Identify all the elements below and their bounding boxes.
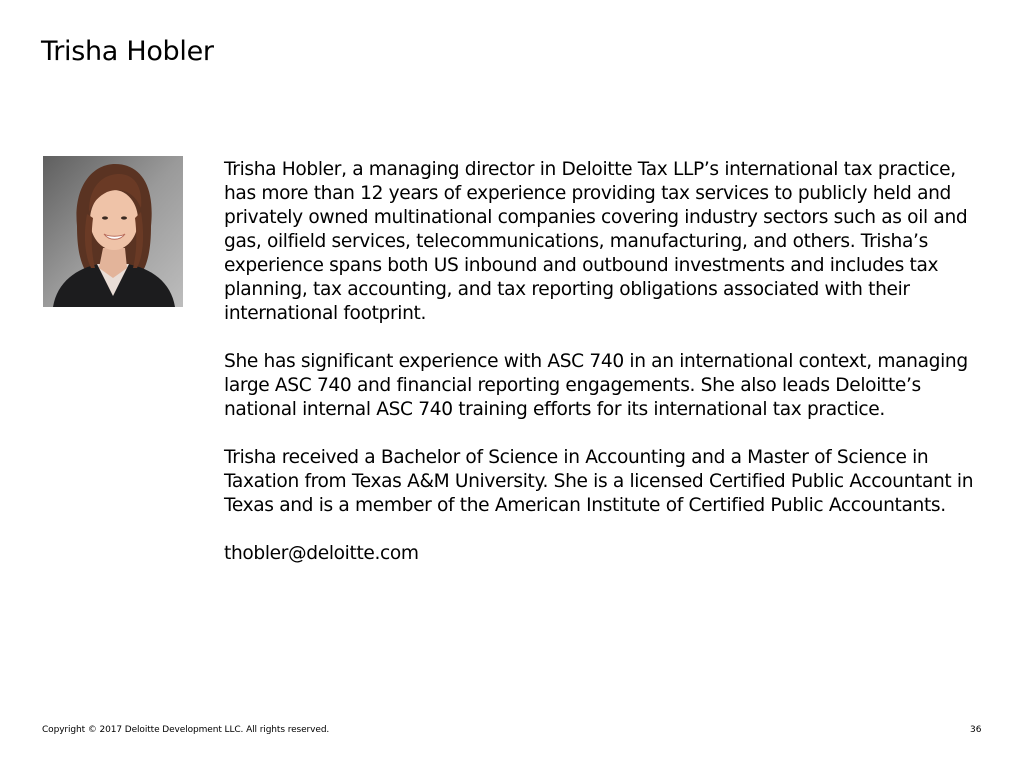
bio-paragraph: Trisha received a Bachelor of Science in Accounting and a Master of Science in Taxation from Texas A&M University. She is a licensed Certified Public Accountant in Texas and is a member of the American Institute of Certified Public Accountants. <box>224 447 974 516</box>
portrait-photo <box>43 156 183 307</box>
page-number: 36 <box>970 725 982 735</box>
bio-paragraph: She has significant experience with ASC 740 in an international context, managing large ASC 740 and financial reporting engagements. She also leads Deloitte’s national internal ASC 740 training efforts for its international tax practice. <box>224 351 968 420</box>
page-title: Trisha Hobler <box>41 36 214 67</box>
copyright-notice: Copyright © 2017 Deloitte Development LLC. All rights reserved. <box>42 725 330 735</box>
email-address: thobler@deloitte.com <box>224 543 419 564</box>
bio-text <box>224 158 984 566</box>
bio-paragraph: Trisha Hobler, a managing director in Deloitte Tax LLP’s international tax practice, has more than 12 years of experience providing tax services to publicly held and privately owned multinational companies covering industry sectors such as oil and gas, oilfield services, telecommunications, manufacturing, and others. Trisha’s experience spans both US inbound and outbound investments and includes tax planning, tax accounting, and tax reporting obligations associated with their international footprint. <box>224 159 968 324</box>
